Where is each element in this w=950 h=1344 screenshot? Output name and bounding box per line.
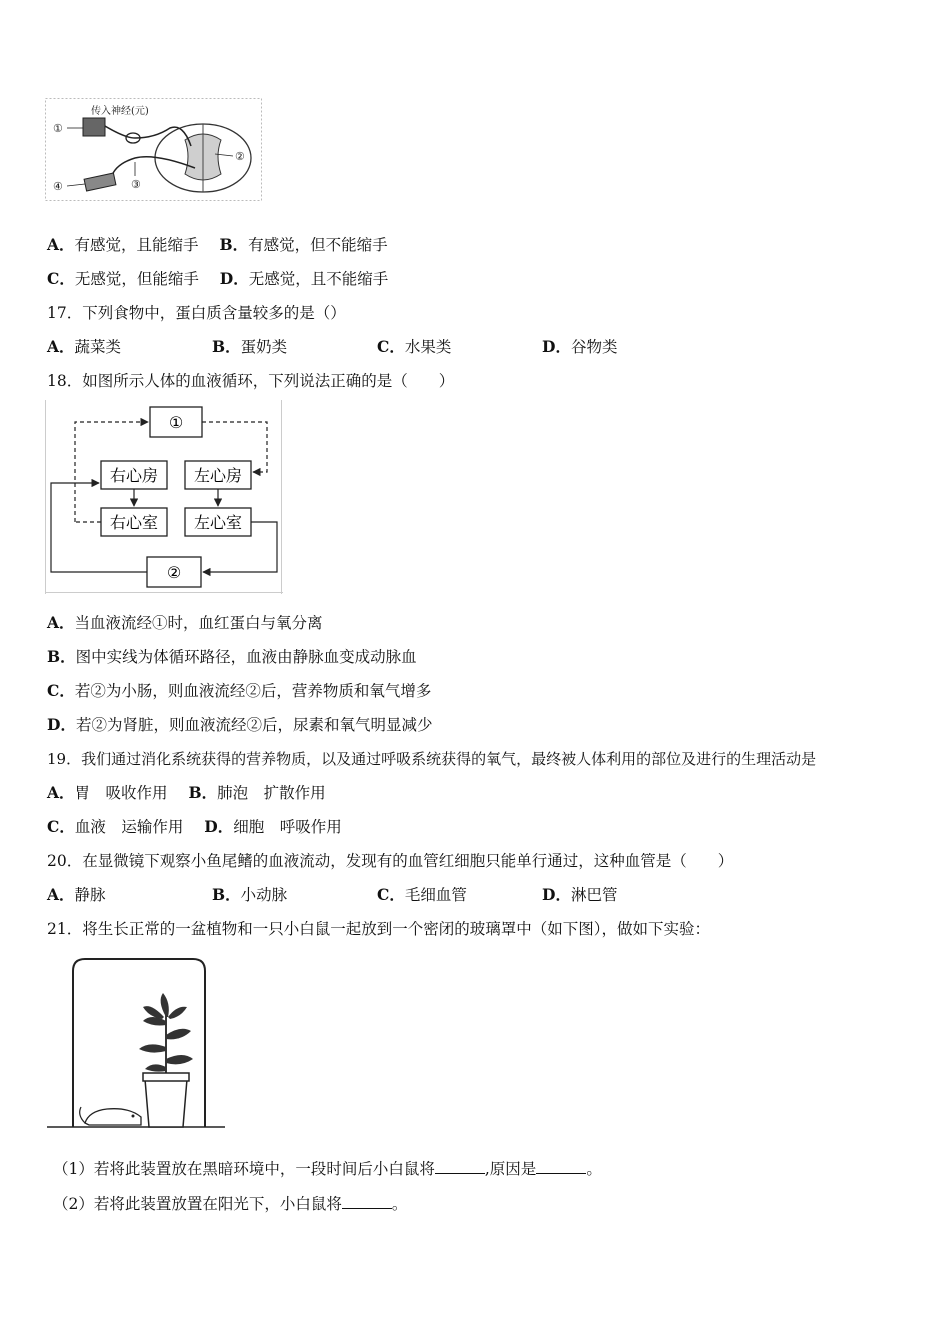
q21-stem: 21．将生长正常的一盆植物和一只小白鼠一起放到一个密闭的玻璃罩中（如下图），做如下实验： xyxy=(47,920,710,938)
q17-option-c[interactable]: C．水果类 xyxy=(377,337,452,356)
q18-option-b[interactable]: B．图中实线为体循环路径，血液由静脉血变成动脉血 xyxy=(47,647,417,666)
q19-option-a[interactable]: A．胃 吸收作用 xyxy=(47,783,168,802)
blood-circulation-diagram xyxy=(45,400,283,594)
q20-stem: 20．在显微镜下观察小鱼尾鳍的血液流动，发现有的血管红细胞只能单行通过，这种血管是（ ） xyxy=(47,852,734,870)
answer-blank-1[interactable] xyxy=(435,1159,485,1174)
q19-option-b[interactable]: B．肺泡 扩散作用 xyxy=(188,783,326,802)
q21-sub-1: （1）若将此装置放在黑暗环境中，一段时间后小白鼠将 ,原因是 。 xyxy=(53,1160,602,1178)
mark-2: ② xyxy=(235,150,245,163)
q19-options-row-1 xyxy=(47,783,326,803)
q16-option-c[interactable]: C．无感觉，但能缩手 xyxy=(47,269,199,288)
q17-stem: 17．下列食物中，蛋白质含量较多的是（） xyxy=(47,304,346,322)
q20-option-c[interactable]: C．毛细血管 xyxy=(377,885,467,904)
mark-4: ④ xyxy=(53,180,63,193)
q18-option-d[interactable]: D．若②为肾脏，则血液流经②后，尿素和氧气明显减少 xyxy=(47,715,433,734)
q19-options-row-2 xyxy=(47,817,342,837)
q20-options xyxy=(47,885,617,905)
q19-option-d[interactable]: D．细胞 呼吸作用 xyxy=(204,817,342,836)
reflex-arc-diagram xyxy=(45,98,263,202)
right-ventricle-label: 右心室 xyxy=(109,513,159,532)
mark-3: ③ xyxy=(131,178,141,191)
q16-options-row-1 xyxy=(47,235,388,255)
q16-options-row-2 xyxy=(47,269,388,289)
q19-stem: 19．我们通过消化系统获得的营养物质，以及通过呼吸系统获得的氧气，最终被人体利用的部位及进行的生理活动是 xyxy=(47,750,817,768)
q17-option-b[interactable]: B．蛋奶类 xyxy=(212,337,288,356)
q21-sub-2: （2）若将此装置放置在阳光下，小白鼠将 。 xyxy=(53,1195,408,1213)
q20-option-d[interactable]: D．淋巴管 xyxy=(542,885,618,904)
answer-blank-3[interactable] xyxy=(342,1194,392,1209)
sensory-nerve-label: 传入神经(元) xyxy=(91,106,149,117)
bell-jar-figure xyxy=(45,955,230,1135)
q20-option-a[interactable]: A．静脉 xyxy=(47,885,106,904)
bell-jar-diagram xyxy=(45,955,230,1135)
blood-circulation-figure xyxy=(45,400,283,594)
mark-1: ① xyxy=(53,122,63,135)
q18-stem: 18．如图所示人体的血液循环，下列说法正确的是（ ） xyxy=(47,372,455,390)
reflex-arc-figure xyxy=(45,98,263,202)
q18-option-c[interactable]: C．若②为小肠，则血液流经②后，营养物质和氧气增多 xyxy=(47,681,432,700)
answer-blank-2[interactable] xyxy=(536,1159,586,1174)
bottom-box-label: ② xyxy=(166,563,182,582)
top-box-label: ① xyxy=(168,413,184,432)
right-atrium-label: 右心房 xyxy=(109,466,159,485)
q16-option-a[interactable]: A．有感觉，且能缩手 xyxy=(47,235,199,254)
left-ventricle-label: 左心室 xyxy=(193,513,243,532)
q19-option-c[interactable]: C．血液 运输作用 xyxy=(47,817,184,836)
q20-option-b[interactable]: B．小动脉 xyxy=(212,885,288,904)
q17-options xyxy=(47,337,617,357)
q16-option-d[interactable]: D．无感觉，且不能缩手 xyxy=(219,269,389,288)
q17-option-a[interactable]: A．蔬菜类 xyxy=(47,337,122,356)
q17-option-d[interactable]: D．谷物类 xyxy=(542,337,618,356)
q18-option-a[interactable]: A．当血液流经①时，血红蛋白与氧分离 xyxy=(47,613,323,632)
q16-option-b[interactable]: B．有感觉，但不能缩手 xyxy=(219,235,388,254)
left-atrium-label: 左心房 xyxy=(193,466,243,485)
